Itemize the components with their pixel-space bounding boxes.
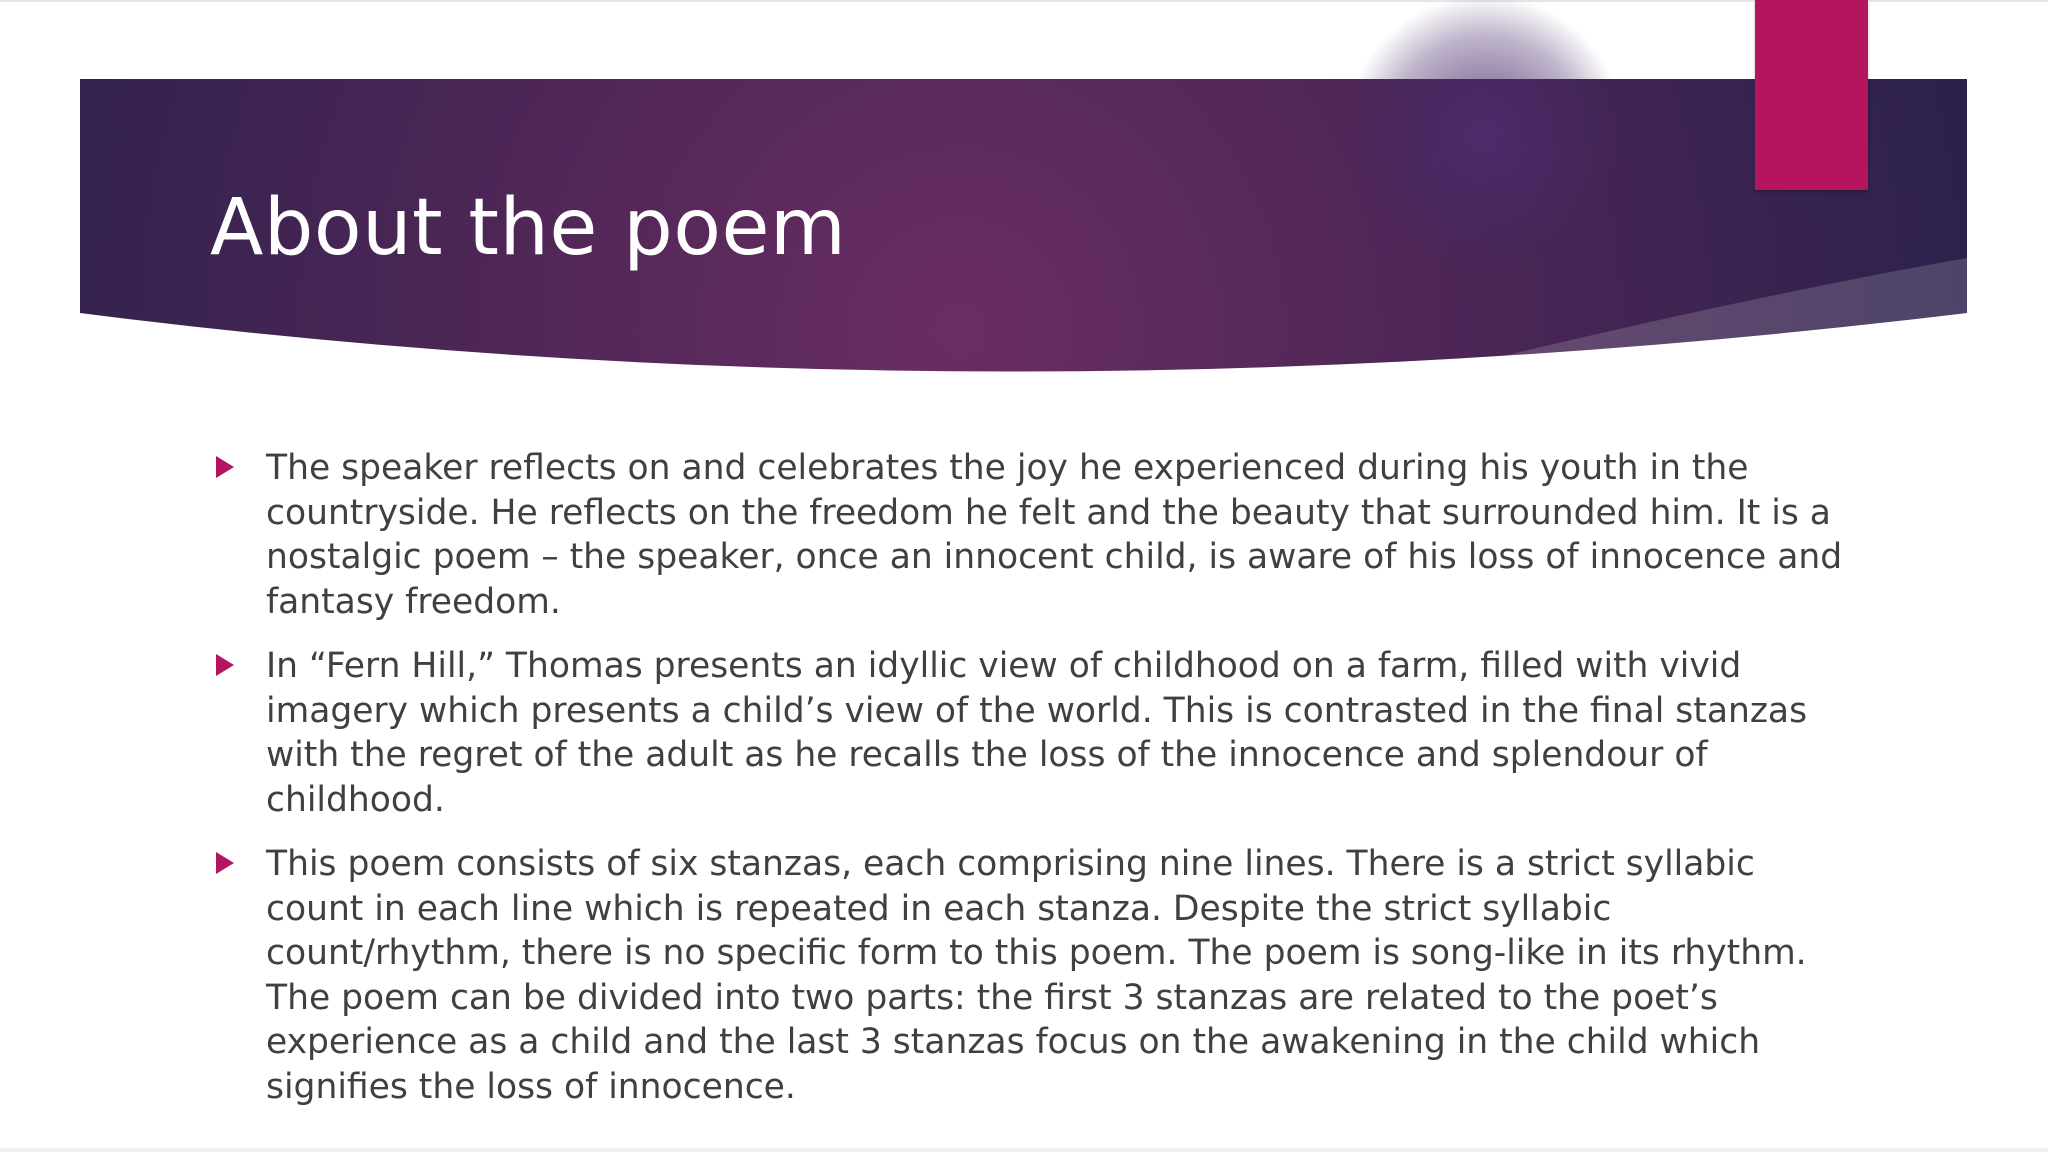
accent-tab — [1755, 0, 1868, 190]
bullet-item — [212, 842, 1852, 1109]
bullet-text: In “Fern Hill,” Thomas presents an idyllic view of childhood on a farm, filled with vivid imagery which presents a child’s view of the world. This is contrasted in the final stanzas with the regret of the adult as he recalls the loss of the innocence and splendour of childhood. — [266, 646, 1808, 820]
bullet-text: This poem consists of six stanzas, each comprising nine lines. There is a strict syllabic count in each line which is repeated in each stanza. Despite the strict syllabic count/rhythm, there is no specific form to this poem. The poem is song-like in its rhythm. The poem can be divided into two parts: the first 3 stanzas are related to the poet’s experience as a child and the last 3 stanzas focus on the awakening in the child which signifies the loss of innocence. — [266, 844, 1807, 1107]
bottom-divider — [0, 1148, 2048, 1152]
bullet-item — [212, 446, 1852, 624]
bullet-item — [212, 644, 1852, 822]
triangle-right-icon — [216, 654, 234, 676]
bullet-list — [212, 446, 1852, 1129]
bullet-text: The speaker reflects on and celebrates the joy he experienced during his youth in the countryside. He reflects on the freedom he felt and the beauty that surrounded him. It is a nostalgic poem – the speaker, once an innocent child, is aware of his loss of innocence and fantasy freedom. — [266, 448, 1843, 622]
banner-orb — [1345, 0, 1625, 275]
triangle-right-icon — [216, 456, 234, 478]
triangle-right-icon — [216, 852, 234, 874]
slide-title: About the poem — [210, 183, 847, 273]
